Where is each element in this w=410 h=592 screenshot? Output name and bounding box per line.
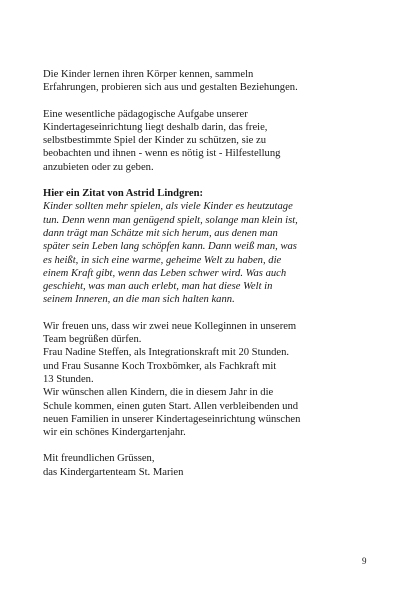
intro-paragraph xyxy=(43,68,373,95)
text-line: wir ein schönes Kindergartenjahr. xyxy=(43,427,186,439)
quote-text xyxy=(43,200,373,306)
quote-heading: Hier ein Zitat von Astrid Lindgren: xyxy=(43,188,203,200)
closing-line: Mit freundlichen Grüssen, xyxy=(43,453,155,465)
page-number: 9 xyxy=(362,556,367,566)
signature-line: das Kindergartenteam St. Marien xyxy=(43,466,184,478)
quote-line: seinem Inneren, an die man sich halten kann. xyxy=(43,294,235,306)
quote-line: tun. Denn wenn man genügend spielt, solange man klein ist, xyxy=(43,214,298,226)
text-line: Die Kinder lernen ihren Körper kennen, sammeln xyxy=(43,69,254,80)
text-line: selbstbestimmte Spiel der Kinder zu schützen, sie zu xyxy=(43,135,267,147)
text-line: 13 Stunden. xyxy=(43,373,94,385)
text-line: Team begrüßen dürfen. xyxy=(43,334,142,346)
text-line: und Frau Susanne Koch Troxbömker, als Fachkraft mit xyxy=(43,360,277,372)
team-paragraph xyxy=(43,320,373,440)
quote-line: später sein Leben lang schöpfen kann. Dann weiß man, was xyxy=(43,241,297,253)
text-line: Erfahrungen, probieren sich aus und gestalten Beziehungen. xyxy=(43,82,298,94)
text-line: Wir wünschen allen Kindern, die in diesem Jahr in die xyxy=(43,387,274,399)
text-line: beobachten und ihnen - wenn es nötig ist - Hilfestellung xyxy=(43,148,281,160)
text-line: Wir freuen uns, dass wir zwei neue Kolleginnen in unserem xyxy=(43,320,297,332)
pedagogy-paragraph xyxy=(43,108,373,174)
quote-line: dann trägt man Schätze mit sich herum, aus denen man xyxy=(43,227,278,239)
closing-signature xyxy=(43,452,373,479)
text-line: Frau Nadine Steffen, als Integrationskraft mit 20 Stunden. xyxy=(43,347,290,359)
text-line: neuen Familien in unserer Kindertageseinrichtung wünschen xyxy=(43,413,301,425)
page-content xyxy=(43,68,373,492)
text-line: Schule kommen, einen guten Start. Allen verbleibenden und xyxy=(43,400,299,412)
quote-line: es heißt, in sich eine warme, geheime Welt zu haben, die xyxy=(43,254,282,266)
quote-line: Kinder sollten mehr spielen, als viele Kinder es heutzutage xyxy=(43,201,293,213)
text-line: Kindertageseinrichtung liegt deshalb darin, das freie, xyxy=(43,121,268,133)
quote-line: geschieht, was man auch erlebt, man hat diese Welt in xyxy=(43,281,273,293)
quote-line: einem Kraft gibt, wenn das Leben schwer wird. Was auch xyxy=(43,267,287,279)
text-line: Eine wesentliche pädagogische Aufgabe unserer xyxy=(43,108,248,120)
text-line: anzubieten oder zu geben. xyxy=(43,161,154,173)
quote-section xyxy=(43,187,373,307)
